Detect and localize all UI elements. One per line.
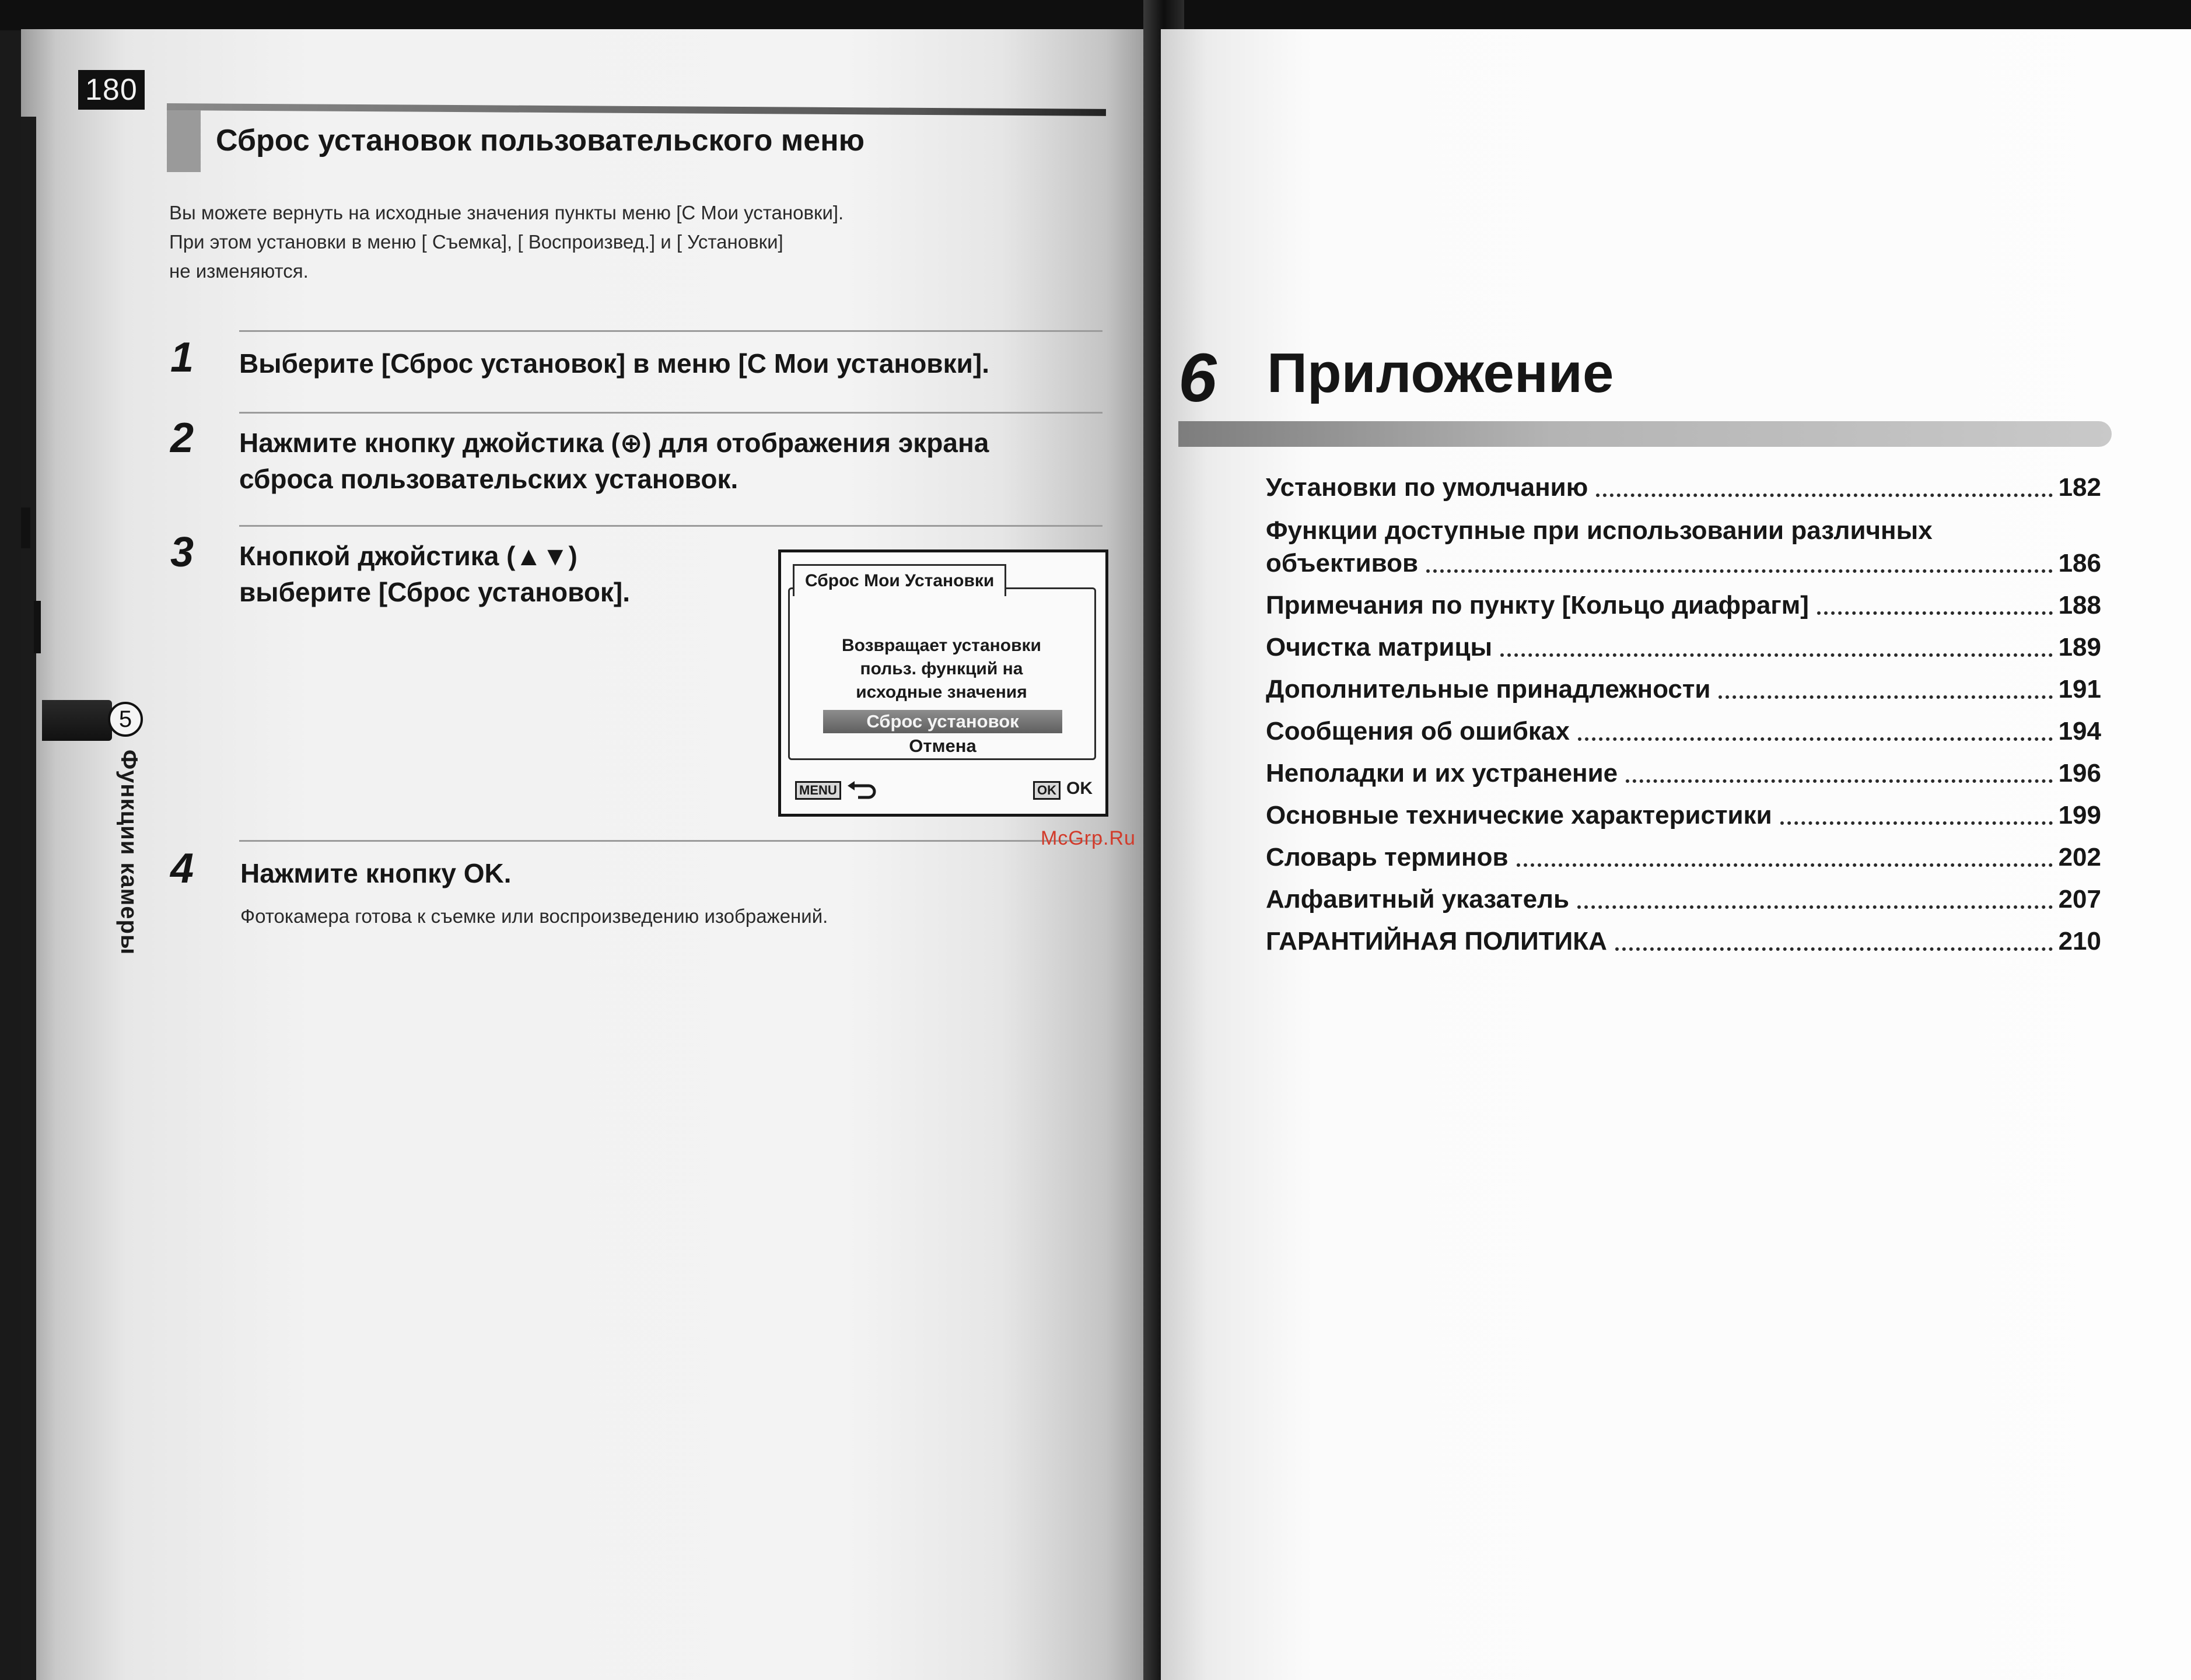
section-header <box>167 102 1106 175</box>
chapter-badge: 5 <box>108 702 143 737</box>
section-title: Сброс установок пользовательского меню <box>216 124 865 158</box>
step-divider <box>239 330 1102 332</box>
chapter-name-vertical: Функции камеры <box>116 750 142 956</box>
toc-leader-dots <box>1817 611 2053 615</box>
toc-page-number: 189 <box>2058 633 2101 662</box>
message-line: Возвращает установки <box>842 636 1041 655</box>
step-text <box>239 538 630 610</box>
step-line: Кнопкой джойстика (▲▼) <box>239 541 578 571</box>
screen-message <box>804 634 1079 704</box>
step-line: выберите [Сброс установок]. <box>239 577 631 607</box>
intro-line: Вы можете вернуть на исходные значения пункты меню [C Мои установки]. <box>169 202 844 223</box>
toc-entry[interactable] <box>1266 580 2101 622</box>
toc-leader-dots <box>1517 863 2053 867</box>
toc-entry[interactable] <box>1266 706 2101 748</box>
chapter-number: 6 <box>1178 340 1217 416</box>
menu-button-badge[interactable]: MENU <box>795 781 841 800</box>
step-number: 1 <box>170 334 194 381</box>
toc-label: Основные технические характеристики <box>1266 801 1772 830</box>
toc-entry[interactable] <box>1266 664 2101 706</box>
step-divider <box>239 840 1102 842</box>
chapter-title-bar <box>1178 421 2112 447</box>
step-note: Фотокамера готова к съемке или воспроизведению изображений. <box>240 905 828 927</box>
step-divider <box>239 412 1102 414</box>
toc-page-number: 188 <box>2058 591 2101 620</box>
toc-page-number: 199 <box>2058 801 2101 830</box>
ok-label: OK <box>1066 779 1093 798</box>
toc-label: Примечания по пункту [Кольцо диафрагм] <box>1266 591 1809 620</box>
toc-entry[interactable] <box>1266 874 2101 916</box>
toc-entry[interactable] <box>1266 790 2101 832</box>
toc-leader-dots <box>1615 947 2053 951</box>
edge-marker <box>21 508 30 548</box>
toc-page-number: 207 <box>2058 885 2101 914</box>
step-number: 3 <box>170 529 194 576</box>
chapter-thumb-tab <box>42 700 112 741</box>
toc-entry[interactable] <box>1266 832 2101 874</box>
toc-label: Функции доступные при использовании различных <box>1266 516 1933 545</box>
toc-page-number: 196 <box>2058 759 2101 788</box>
toc-entry[interactable] <box>1266 622 2101 664</box>
back-arrow-icon <box>845 780 878 801</box>
toc-leader-dots <box>1626 779 2052 783</box>
intro-paragraph <box>169 198 1044 286</box>
message-line: исходные значения <box>856 682 1027 702</box>
toc-entry[interactable] <box>1266 748 2101 790</box>
toc-page-number: 191 <box>2058 675 2101 704</box>
intro-line: не изменяются. <box>169 260 309 282</box>
page-number: 180 <box>78 70 145 110</box>
step-text <box>240 855 511 891</box>
toc-entry[interactable] <box>1266 916 2101 958</box>
toc-leader-dots <box>1596 494 2052 497</box>
step-number: 2 <box>170 415 194 461</box>
toc-page-number: 194 <box>2058 717 2101 746</box>
scan-top-border <box>0 0 2191 30</box>
toc-entry[interactable] <box>1266 462 2101 504</box>
toc-label: Установки по умолчанию <box>1266 473 1588 502</box>
reset-option-selected[interactable]: Сброс установок <box>823 710 1062 733</box>
toc-page-number: 210 <box>2058 927 2101 956</box>
toc-label: Словарь терминов <box>1266 843 1508 872</box>
watermark: McGrp.Ru <box>1041 827 1136 849</box>
section-accent-bar <box>167 110 201 172</box>
toc-leader-dots <box>1578 737 2053 741</box>
step-line: сброса пользовательских установок. <box>239 464 738 494</box>
step-text <box>239 425 989 497</box>
screen-footer <box>795 778 1093 803</box>
toc-label: объективов <box>1266 549 1419 578</box>
toc-leader-dots <box>1426 569 2053 573</box>
toc-label: Алфавитный указатель <box>1266 885 1570 914</box>
intro-line: При этом установки в меню [ Съемка], [ Воспроизвед.] и [ Установки] <box>169 231 783 253</box>
left-page-edge <box>21 117 36 1680</box>
step-line: Нажмите кнопку джойстика (⊕) для отображения экрана <box>239 428 989 458</box>
camera-lcd-screen <box>778 550 1108 817</box>
edge-marker <box>34 601 41 653</box>
step-line: Выберите [Сброс установок] в меню [C Мои установки]. <box>239 348 989 379</box>
toc-leader-dots <box>1500 653 2052 657</box>
step-divider <box>239 525 1102 527</box>
table-of-contents <box>1266 462 2101 958</box>
cancel-option[interactable]: Отмена <box>909 736 977 756</box>
screen-tab-title: Сброс Мои Установки <box>793 564 1006 596</box>
chapter-title: Приложение <box>1267 342 1614 404</box>
toc-entry[interactable] <box>1266 504 2101 580</box>
toc-page-number: 186 <box>2058 549 2101 578</box>
toc-label: ГАРАНТИЙНАЯ ПОЛИТИКА <box>1266 927 1607 956</box>
toc-label: Дополнительные принадлежности <box>1266 675 1711 704</box>
section-rule <box>167 103 1106 116</box>
toc-leader-dots <box>1780 821 2053 825</box>
toc-page-number: 182 <box>2058 473 2101 502</box>
message-line: польз. функций на <box>860 659 1023 678</box>
ok-button-badge[interactable]: OK <box>1033 781 1060 800</box>
toc-label: Неполадки и их устранение <box>1266 759 1618 788</box>
toc-leader-dots <box>1718 695 2052 699</box>
toc-page-number: 202 <box>2058 843 2101 872</box>
step-text <box>239 345 989 382</box>
step-line: Нажмите кнопку OK. <box>240 858 512 888</box>
step-number: 4 <box>170 845 194 892</box>
toc-label: Сообщения об ошибках <box>1266 717 1570 746</box>
toc-label: Очистка матрицы <box>1266 633 1493 662</box>
toc-leader-dots <box>1577 905 2053 909</box>
